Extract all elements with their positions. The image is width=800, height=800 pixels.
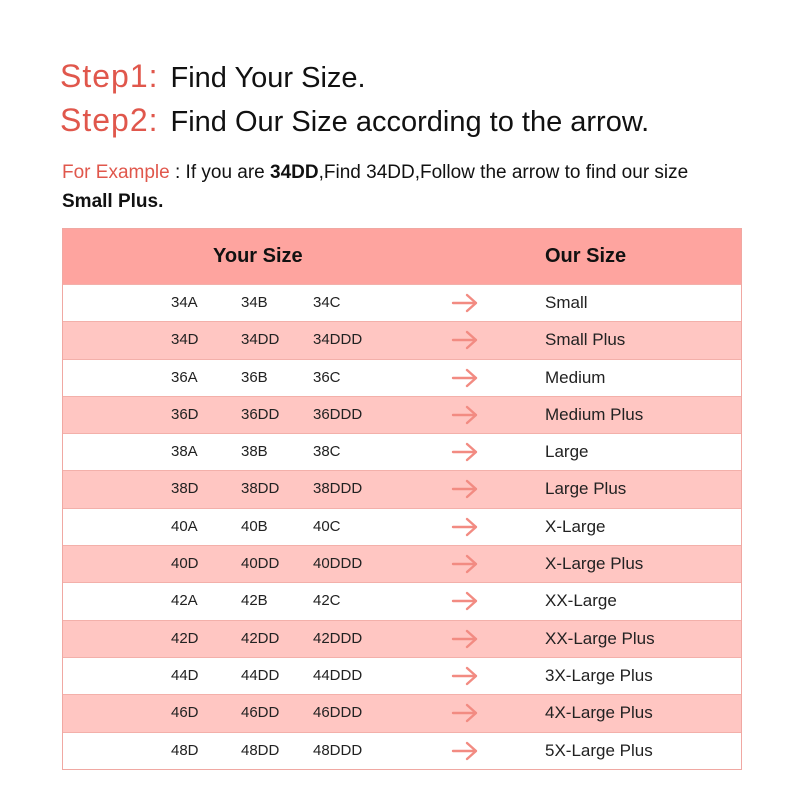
arrow-right-icon [451, 479, 479, 499]
arrow-right-icon [451, 442, 479, 462]
your-size-cell: 46DD [241, 704, 280, 722]
your-size-cell: 36DD [241, 405, 280, 423]
your-size-cell: 40DDD [313, 555, 363, 573]
your-size-cell: 46D [171, 704, 199, 722]
our-size-cell: Small [545, 293, 588, 312]
arrow-right-icon [451, 293, 479, 313]
arrow-right-icon [451, 405, 479, 425]
your-size-cell: 44DDD [313, 666, 363, 684]
your-size-cell: 34A [171, 294, 198, 311]
our-size-cell: 4X-Large Plus [545, 703, 653, 723]
example-text-1: : If you are [169, 162, 271, 183]
our-size-cell: Medium Plus [545, 404, 644, 424]
your-size-cell: 38A [171, 443, 198, 461]
example-text-2: ,Find 34DD,Follow the arrow to find our size [318, 162, 689, 183]
our-size-cell: Medium [545, 367, 606, 387]
your-size-cell: 34DD [241, 331, 280, 349]
your-size-cell: 36C [313, 368, 341, 386]
our-size-cell: XX-Large [545, 591, 617, 611]
arrow-right-icon [451, 591, 479, 611]
our-size-cell: Large Plus [545, 479, 627, 499]
arrow-right-icon [451, 368, 479, 388]
example-note [62, 158, 742, 216]
example-size: 34DD [270, 162, 319, 183]
your-size-cell: 40A [171, 517, 198, 535]
your-size-cell: 38C [313, 443, 341, 461]
your-size-cell: 38DDD [313, 480, 363, 498]
your-size-cell: 40C [313, 517, 341, 535]
your-size-cell: 40B [241, 517, 268, 535]
step2-text: Find Our Size according to the arrow. [170, 106, 650, 138]
our-size-cell: 3X-Large Plus [545, 665, 653, 685]
your-size-cell: 40DD [241, 555, 280, 573]
your-size-cell: 44D [171, 666, 199, 684]
header-your-size: Your Size [213, 245, 303, 267]
table-row [63, 321, 741, 358]
your-size-cell: 44DD [241, 666, 280, 684]
our-size-cell: Small Plus [545, 330, 626, 350]
your-size-cell: 42DD [241, 629, 280, 647]
table-row [63, 433, 741, 470]
step2-heading [60, 102, 649, 139]
your-size-cell: 48D [171, 741, 199, 759]
table-row [63, 657, 741, 694]
our-size-cell: X-Large [545, 516, 606, 536]
arrow-right-icon [451, 703, 479, 723]
your-size-cell: 42A [171, 592, 198, 610]
arrow-right-icon [451, 517, 479, 537]
arrow-right-icon [451, 741, 479, 761]
your-size-cell: 42C [313, 592, 341, 610]
your-size-cell: 48DD [241, 741, 280, 759]
step1-heading [60, 58, 366, 95]
your-size-cell: 36B [241, 368, 268, 386]
your-size-cell: 40D [171, 555, 199, 573]
our-size-cell: XX-Large Plus [545, 628, 655, 648]
table-row [63, 694, 741, 731]
table-row [63, 508, 741, 545]
table-body [63, 284, 741, 769]
your-size-cell: 42D [171, 629, 199, 647]
arrow-right-icon [451, 330, 479, 350]
table-row [63, 396, 741, 433]
your-size-cell: 38D [171, 480, 199, 498]
your-size-cell: 36DDD [313, 405, 363, 423]
your-size-cell: 34DDD [313, 331, 363, 349]
your-size-cell: 42DDD [313, 629, 363, 647]
our-size-cell: Large [545, 442, 589, 462]
table-row [63, 470, 741, 507]
arrow-right-icon [451, 554, 479, 574]
table-row [63, 284, 741, 321]
table-row [63, 545, 741, 582]
our-size-cell: X-Large Plus [545, 554, 644, 574]
your-size-cell: 38B [241, 443, 268, 461]
header-our-size: Our Size [545, 245, 627, 267]
our-size-cell: 5X-Large Plus [545, 740, 653, 760]
your-size-cell: 36A [171, 368, 198, 386]
your-size-cell: 46DDD [313, 704, 363, 722]
your-size-cell: 34C [313, 294, 341, 311]
step1-text: Find Your Size. [170, 62, 366, 94]
example-result: Small Plus. [62, 191, 164, 212]
your-size-cell: 48DDD [313, 741, 363, 759]
size-table [62, 228, 742, 770]
your-size-cell: 34B [241, 294, 268, 311]
your-size-cell: 38DD [241, 480, 280, 498]
example-label: For Example [62, 162, 170, 183]
table-row [63, 732, 741, 769]
arrow-right-icon [451, 629, 479, 649]
step1-label: Step1: [60, 58, 159, 94]
your-size-cell: 34D [171, 331, 199, 349]
table-row [63, 582, 741, 619]
table-header [63, 229, 741, 284]
your-size-cell: 42B [241, 592, 268, 610]
your-size-cell: 36D [171, 405, 199, 423]
table-row [63, 359, 741, 396]
table-row [63, 620, 741, 657]
step2-label: Step2: [60, 102, 159, 138]
arrow-right-icon [451, 666, 479, 686]
